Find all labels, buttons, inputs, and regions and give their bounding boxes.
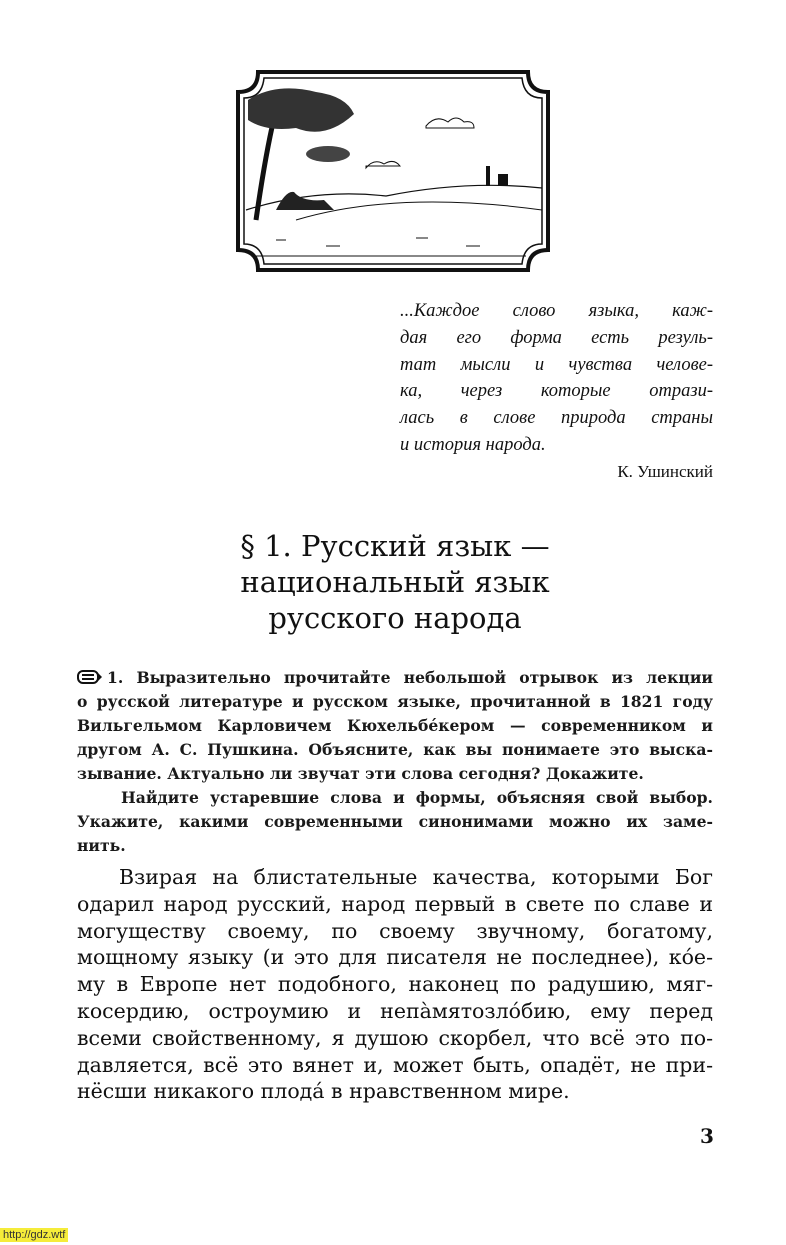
landscape-illustration [236, 70, 550, 272]
passage-line: мощному языку (и это для писателя не последнее), ко́е- [77, 945, 713, 970]
epigraph-line: тат мысли и чувства челове- [400, 354, 713, 375]
passage-line: му в Европе нет подобного, наконец по радушию, мяг- [77, 972, 713, 997]
exercise-line: Укажите, какими современными синонимами можно их заме- [77, 812, 713, 831]
passage [77, 864, 713, 1105]
epigraph-line: ...Каждое слово языка, каж- [400, 301, 713, 321]
exercise-line: Вильгельмом Карловичем Кюхельбе́кером — современником и [77, 716, 713, 735]
epigraph-line: ка, через которые отрази- [400, 381, 713, 402]
passage-line: нёсши никакого плода́ в нравственном мире. [77, 1079, 570, 1104]
exercise-line: 1. Выразительно прочитайте небольшой отрывок из лекции [77, 666, 713, 690]
epigraph-line: и история народа. [400, 434, 546, 455]
title-line: русского народа [268, 601, 522, 635]
epigraph-line: лась в слове природа страны [400, 408, 713, 429]
passage-line: Взирая на блистательные качества, которыми Бог [119, 865, 713, 889]
exercise-line: о русской литературе и русском языке, прочитанной в 1821 году [77, 692, 713, 711]
passage-line: всеми свойственному, я душою скорбел, что всё это по- [77, 1025, 713, 1050]
exercise-block [77, 666, 713, 858]
page-number: 3 [700, 1124, 714, 1148]
passage-line: одарил народ русский, народ первый в свете по славе и [77, 891, 713, 916]
exercise-line: Найдите устаревшие слова и формы, объясняя свой выбор. [121, 788, 713, 807]
exercise-number: 1. [107, 668, 124, 687]
book-icon [77, 670, 103, 684]
exercise-line: нить. [77, 836, 126, 855]
exercise-line: другом А. С. Пушкина. Объясните, как вы понимаете это выска- [77, 740, 713, 759]
exercise-line: зывание. Актуально ли звучат эти слова сегодня? Докажите. [77, 764, 644, 783]
watermark[interactable]: http://gdz.wtf [0, 1228, 68, 1242]
passage-line: могуществу своему, по своему звучному, богатому, [77, 918, 713, 943]
passage-line: косердию, остроумию и непа̀мятозло́бию, ему перед [77, 998, 713, 1023]
epigraph-line: дая его форма есть резуль- [400, 327, 713, 348]
epigraph [400, 298, 713, 486]
title-line: § 1. Русский язык — [240, 529, 550, 563]
epigraph-author: К. Ушинский [617, 461, 713, 481]
section-title [150, 528, 640, 636]
passage-line: давляется, всё это вянет и, может быть, опадёт, не при- [77, 1052, 713, 1077]
title-line: национальный язык [240, 565, 550, 599]
